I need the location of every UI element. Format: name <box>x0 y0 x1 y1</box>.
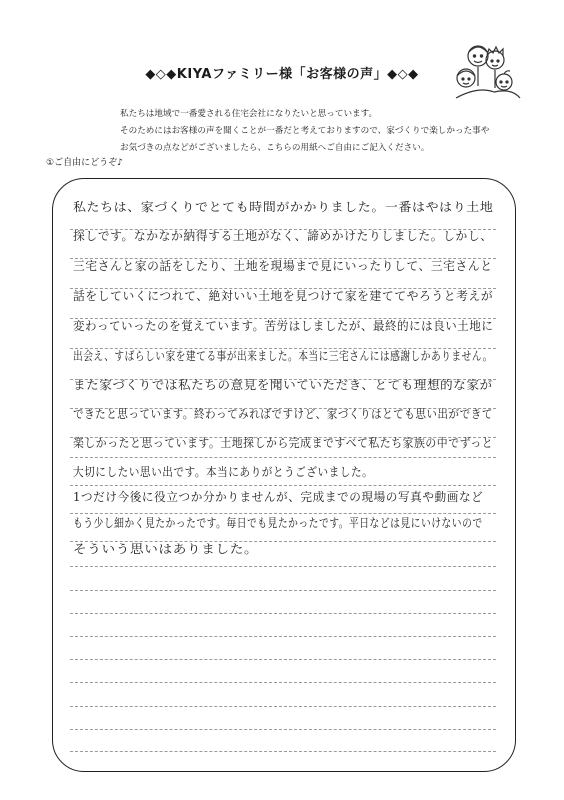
ruled-line <box>70 682 496 683</box>
ruled-line <box>70 485 496 486</box>
intro-text <box>120 106 520 157</box>
ruled-line <box>70 751 496 752</box>
question-label: ①ご自由にどうぞ♪ <box>46 158 123 168</box>
handwritten-line: 私たちは、家づくりでとても時間がかかりました。一番はやはり土地 <box>73 200 494 214</box>
intro-line: そのためにはお客様の声を聞くことが一番だと考えておりますので、家づくりで楽しかった事や <box>120 126 490 136</box>
ruled-line <box>70 659 496 660</box>
handwritten-line: 三宅さんと家の話をしたり、土地を現場まで見にいったりして、三宅さんと <box>73 259 493 273</box>
handwritten-line: 変わっていったのを覚えています。苦労はしましたが、最終的には良い土地に <box>73 319 494 333</box>
family-illustration <box>448 40 528 112</box>
handwritten-line: 探しです。なかなか納得する土地がなく、諦めかけたりしました。しかし、 <box>73 229 493 243</box>
intro-line: お気づきの点などがございましたら、こちらの用紙へご自由にご記入ください。 <box>120 143 430 153</box>
handwritten-line: 1つだけ今後に役立つか分かりませんが、完成までの現場の写真や動画など <box>73 490 484 504</box>
ruled-line <box>70 636 496 637</box>
handwritten-line: もう少し細かく見たかったです。毎日でも見たかったです。平日などは見にいけないので <box>73 516 483 530</box>
handwritten-line: 話をしていくにつれて、絶対いい土地を見つけて家を建ててやろうと考えが <box>73 289 494 303</box>
ruled-line <box>70 706 496 707</box>
handwritten-line: 出会え、すばらしい家を建てる事が出来ました。本当に三宅さんには感謝しかありません。 <box>73 349 493 363</box>
handwritten-line: また家づくりでは私たちの意見を聞いていただき、とても理想的な家が <box>73 378 493 392</box>
ruled-line <box>70 457 496 458</box>
handwritten-line: できたと思っています。終わってみればですけど、家づくりはとても思い出ができて <box>73 407 493 421</box>
handwritten-line: 大切にしたい思い出です。本当にありがとうございました。 <box>73 465 374 479</box>
ruled-line <box>70 613 496 614</box>
handwritten-line: そういう思いはありました。 <box>73 542 259 556</box>
ruled-line <box>70 566 496 567</box>
ruled-line <box>70 729 496 730</box>
page-title: ◆◇◆KIYAファミリー様「お客様の声」◆◇◆ <box>145 67 419 82</box>
ruled-line <box>70 590 496 591</box>
intro-line: 私たちは地域で一番愛される住宅会社になりたいと思っています。 <box>120 109 378 119</box>
handwritten-line: 楽しかったと思っています。土地探しから完成まですべて私たち家族の中でずっと <box>73 436 494 450</box>
